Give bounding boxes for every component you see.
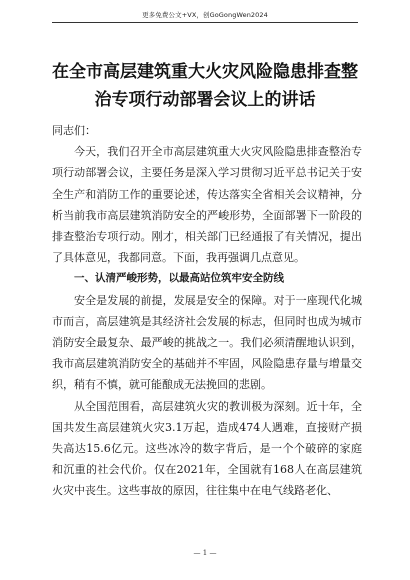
salutation: 同志们： bbox=[52, 124, 96, 137]
page-number: — 1 — bbox=[193, 549, 217, 557]
header-divider bbox=[52, 22, 358, 23]
paragraph-national: 从全国范围看，高层建筑火灾的教训极为深刻。近十年，全国共发生高层建筑火灾3.1万起，造成474人遇难，直接财产损失高达15.6亿元。这些冰冷的数字背后，是一个个破碎的家庭和沉重的社会代价。仅在2021年，全国就有168人在高层建筑火灾中丧生。这些事故的原因，往往集中在电气线路老化、 bbox=[52, 399, 362, 498]
section-heading-1: 一、认清严峻形势，以最高站位筑牢安全防线 bbox=[74, 272, 284, 285]
document-body bbox=[52, 120, 362, 502]
paragraph-security: 安全是发展的前提，发展是安全的保障。对于一座现代化城市而言，高层建筑是其经济社会发展的标志，但同时也成为城市消防安全最复杂、最严峻的挑战之一。我们必须清醒地认识到，我市高层建筑消防安全的基础并不牢固，风险隐患存量与增量交织，稍有不慎，就可能酿成无法挽回的悲剧。 bbox=[52, 293, 362, 392]
page-header: 更多免费公文+VX，创GoGongWen2024 bbox=[142, 11, 268, 19]
document-title: 在全市高层建筑重大火灾风险隐患排查整治专项行动部署会议上的讲话 bbox=[52, 62, 358, 110]
paragraph-intro: 今天，我们召开全市高层建筑重大火灾风险隐患排查整治专项行动部署会议，主要任务是深入学习贯彻习近平总书记关于安全生产和消防工作的重要论述，传达落实全省相关会议精神，分析当前我市高层建筑消防安全的严峻形势，全面部署下一阶段的排查整治专项行动。刚才，相关部门已经通报了有关情况，提出了具体意见，我都同意。下面，我再强调几点意见。 bbox=[52, 145, 362, 265]
